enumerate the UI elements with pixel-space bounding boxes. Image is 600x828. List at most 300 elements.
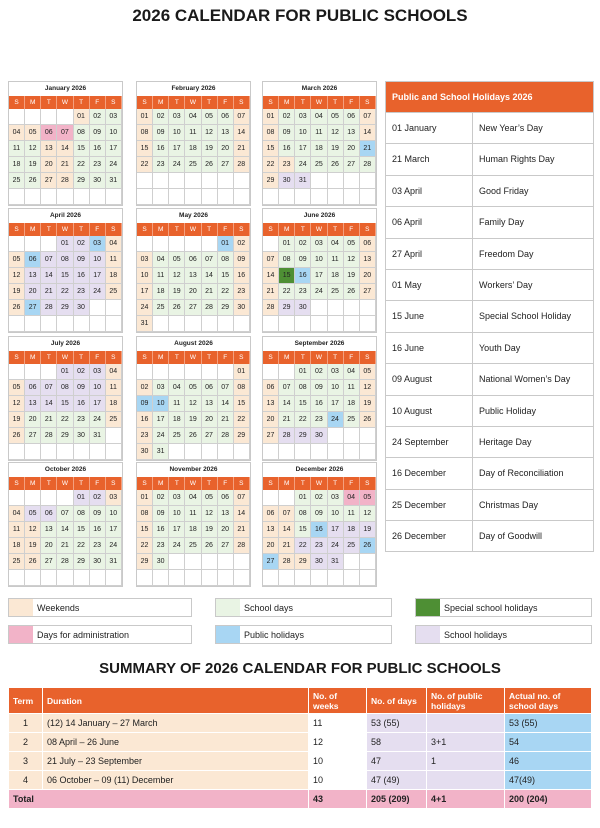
holiday-date: 01 May [386, 270, 473, 300]
empty-day-cell [234, 444, 250, 460]
day-cell: 29 [57, 300, 73, 316]
day-cell: 30 [311, 428, 327, 444]
day-cell: 04 [106, 236, 122, 252]
month-calendar [8, 336, 123, 461]
weekday-header: T [169, 96, 185, 109]
weekday-header: F [344, 351, 360, 364]
day-cell: 11 [185, 125, 201, 141]
empty-day-cell [41, 189, 57, 205]
holiday-row [386, 332, 593, 363]
day-cell: 26 [25, 173, 41, 189]
empty-day-cell [360, 316, 376, 332]
empty-day-cell [25, 109, 41, 125]
day-cell: 15 [218, 268, 234, 284]
day-cell: 08 [137, 506, 153, 522]
holiday-name: Freedom Day [479, 248, 534, 259]
day-cell: 28 [279, 554, 295, 570]
day-cell: 04 [185, 490, 201, 506]
empty-day-cell [295, 316, 311, 332]
month-title: February 2026 [171, 85, 216, 92]
empty-day-cell [263, 490, 279, 506]
day-cell: 06 [185, 252, 201, 268]
day-cell: 23 [153, 538, 169, 554]
day-cell: 17 [169, 141, 185, 157]
day-cell: 24 [169, 157, 185, 173]
empty-day-cell [279, 570, 295, 586]
day-cell: 21 [41, 284, 57, 300]
month-title: June 2026 [303, 212, 336, 219]
legend-item [8, 598, 192, 617]
weekday-header: S [234, 351, 250, 364]
day-cell: 12 [185, 396, 201, 412]
summary-table [8, 687, 592, 809]
month-calendar [262, 208, 377, 333]
day-cell: 08 [74, 506, 90, 522]
weekday-header: F [344, 96, 360, 109]
total-cell-days: 205 (209) [367, 790, 427, 809]
day-cell: 09 [234, 252, 250, 268]
day-cell: 14 [57, 522, 73, 538]
day-cell: 31 [90, 428, 106, 444]
weekday-header: T [202, 96, 218, 109]
empty-day-cell [153, 173, 169, 189]
day-cell: 01 [234, 364, 250, 380]
empty-day-cell [328, 300, 344, 316]
empty-day-cell [202, 316, 218, 332]
day-cell: 07 [41, 252, 57, 268]
day-cell: 15 [74, 141, 90, 157]
summary-total-row [9, 790, 592, 809]
day-cell: 31 [153, 444, 169, 460]
day-cell: 27 [25, 428, 41, 444]
summary-header-row [9, 688, 592, 714]
weekday-header: S [137, 351, 153, 364]
holiday-row [386, 457, 593, 488]
day-cell: 03 [295, 109, 311, 125]
day-cell: 03 [106, 490, 122, 506]
day-cell: 29 [218, 300, 234, 316]
day-cell: 17 [106, 141, 122, 157]
day-cell: 22 [137, 538, 153, 554]
day-cell: 20 [25, 412, 41, 428]
day-cell: 30 [90, 554, 106, 570]
day-cell: 08 [137, 125, 153, 141]
empty-day-cell [169, 316, 185, 332]
empty-day-cell [74, 570, 90, 586]
month-title: March 2026 [301, 85, 338, 92]
empty-day-cell [234, 189, 250, 205]
day-cell: 10 [153, 396, 169, 412]
holiday-row [386, 112, 593, 143]
day-cell: 15 [74, 522, 90, 538]
empty-day-cell [279, 490, 295, 506]
weekday-header: T [74, 477, 90, 490]
empty-day-cell [344, 316, 360, 332]
day-cell: 06 [25, 252, 41, 268]
legend-swatch [416, 599, 440, 616]
empty-day-cell [9, 490, 25, 506]
empty-day-cell [360, 428, 376, 444]
empty-day-cell [57, 109, 73, 125]
day-cell: 30 [234, 300, 250, 316]
day-cell: 14 [360, 125, 376, 141]
weekday-header: M [279, 351, 295, 364]
day-cell: 26 [344, 284, 360, 300]
weekday-header: W [57, 351, 73, 364]
day-cell: 05 [169, 252, 185, 268]
day-cell: 03 [169, 109, 185, 125]
day-cell: 05 [202, 109, 218, 125]
holiday-date: 16 June [386, 333, 473, 363]
day-cell: 03 [328, 364, 344, 380]
day-cell: 26 [202, 157, 218, 173]
summary-row [9, 733, 592, 752]
day-cell: 19 [344, 268, 360, 284]
empty-day-cell [263, 364, 279, 380]
empty-day-cell [360, 300, 376, 316]
empty-day-cell [311, 189, 327, 205]
holiday-date: 15 June [386, 301, 473, 331]
legend-label: School days [244, 602, 294, 613]
day-cell: 19 [202, 141, 218, 157]
day-cell: 28 [263, 300, 279, 316]
summary-title: SUMMARY OF 2026 CALENDAR FOR PUBLIC SCHOOLS [99, 660, 501, 677]
empty-day-cell [106, 428, 122, 444]
weekday-header: S [234, 223, 250, 236]
empty-day-cell [90, 300, 106, 316]
weekday-header: S [9, 96, 25, 109]
weekday-header: F [218, 477, 234, 490]
day-cell: 07 [279, 380, 295, 396]
empty-day-cell [344, 570, 360, 586]
weekday-header: T [202, 351, 218, 364]
legend-item [415, 598, 592, 617]
day-cell: 07 [41, 380, 57, 396]
empty-day-cell [328, 189, 344, 205]
day-cell: 22 [279, 284, 295, 300]
day-cell: 03 [328, 490, 344, 506]
day-cell: 09 [311, 506, 327, 522]
empty-day-cell [25, 316, 41, 332]
weekday-header: M [25, 223, 41, 236]
empty-day-cell [344, 189, 360, 205]
month-calendar [136, 462, 251, 587]
holiday-row [386, 520, 593, 551]
day-cell: 23 [295, 284, 311, 300]
empty-day-cell [234, 173, 250, 189]
empty-day-cell [74, 316, 90, 332]
day-cell: 09 [137, 396, 153, 412]
day-cell: 20 [202, 412, 218, 428]
day-cell: 18 [344, 522, 360, 538]
day-cell: 28 [234, 157, 250, 173]
day-cell: 18 [185, 141, 201, 157]
day-cell: 17 [311, 268, 327, 284]
summary-cell-public [427, 714, 505, 733]
legend-label: School holidays [444, 629, 508, 640]
day-cell: 18 [169, 412, 185, 428]
day-cell: 15 [57, 268, 73, 284]
summary-cell-duration: 08 April – 26 June [43, 733, 309, 752]
weekday-header: S [234, 96, 250, 109]
day-cell: 23 [90, 538, 106, 554]
month-calendar [8, 462, 123, 587]
day-cell: 06 [41, 125, 57, 141]
day-cell: 31 [106, 554, 122, 570]
empty-day-cell [41, 236, 57, 252]
day-cell: 04 [9, 506, 25, 522]
holiday-row [386, 238, 593, 269]
day-cell: 14 [41, 268, 57, 284]
day-cell: 06 [360, 236, 376, 252]
day-cell: 01 [295, 490, 311, 506]
legend-item [415, 625, 592, 644]
holiday-row [386, 175, 593, 206]
day-cell: 31 [295, 173, 311, 189]
day-cell: 10 [106, 506, 122, 522]
day-cell: 27 [360, 284, 376, 300]
day-cell: 27 [263, 554, 279, 570]
day-cell: 30 [311, 554, 327, 570]
holiday-date: 16 December [386, 458, 473, 488]
empty-day-cell [41, 109, 57, 125]
day-cell: 10 [106, 125, 122, 141]
day-cell: 02 [137, 380, 153, 396]
weekday-header: T [41, 351, 57, 364]
day-cell: 30 [90, 173, 106, 189]
day-cell: 20 [25, 284, 41, 300]
page-title: 2026 CALENDAR FOR PUBLIC SCHOOLS [132, 6, 468, 25]
day-cell: 29 [295, 428, 311, 444]
empty-day-cell [202, 189, 218, 205]
day-cell: 16 [295, 268, 311, 284]
day-cell: 16 [234, 268, 250, 284]
day-cell: 28 [41, 428, 57, 444]
day-cell: 26 [9, 428, 25, 444]
day-cell: 23 [74, 284, 90, 300]
empty-day-cell [9, 109, 25, 125]
day-cell: 22 [74, 157, 90, 173]
holiday-name: National Women’s Day [479, 374, 571, 385]
day-cell: 19 [360, 522, 376, 538]
day-cell: 01 [263, 109, 279, 125]
empty-day-cell [202, 570, 218, 586]
legend-label: Public holidays [244, 629, 305, 640]
day-cell: 16 [74, 268, 90, 284]
day-cell: 12 [9, 396, 25, 412]
empty-day-cell [25, 444, 41, 460]
day-cell: 27 [202, 428, 218, 444]
month-title: January 2026 [44, 85, 87, 92]
day-cell: 08 [218, 252, 234, 268]
day-cell: 23 [311, 412, 327, 428]
day-cell: 16 [279, 141, 295, 157]
day-cell: 10 [90, 380, 106, 396]
empty-day-cell [328, 428, 344, 444]
weekday-header: S [106, 223, 122, 236]
empty-day-cell [279, 189, 295, 205]
summary-cell-weeks: 12 [309, 733, 367, 752]
day-cell: 02 [279, 109, 295, 125]
weekday-header: W [185, 223, 201, 236]
day-cell: 08 [263, 125, 279, 141]
day-cell: 07 [263, 252, 279, 268]
day-cell: 28 [279, 428, 295, 444]
day-cell: 01 [137, 109, 153, 125]
empty-day-cell [185, 236, 201, 252]
day-cell: 05 [9, 252, 25, 268]
month-calendar [8, 81, 123, 206]
day-cell: 21 [41, 412, 57, 428]
day-cell: 06 [202, 380, 218, 396]
empty-day-cell [202, 554, 218, 570]
day-cell: 07 [279, 506, 295, 522]
empty-day-cell [185, 554, 201, 570]
day-cell: 29 [234, 428, 250, 444]
day-cell: 25 [9, 173, 25, 189]
summary-cell-weeks: 10 [309, 752, 367, 771]
day-cell: 13 [263, 522, 279, 538]
day-cell: 03 [311, 236, 327, 252]
holiday-name: Christmas Day [479, 499, 539, 510]
empty-day-cell [202, 364, 218, 380]
day-cell: 18 [311, 141, 327, 157]
day-cell: 09 [74, 252, 90, 268]
month-calendar [136, 81, 251, 206]
day-cell: 01 [295, 364, 311, 380]
day-cell: 23 [234, 284, 250, 300]
day-cell: 10 [90, 252, 106, 268]
day-cell: 04 [106, 364, 122, 380]
day-cell: 07 [57, 506, 73, 522]
summary-cell-duration: 06 October – 09 (11) December [43, 771, 309, 790]
empty-day-cell [9, 316, 25, 332]
day-cell: 16 [153, 522, 169, 538]
holiday-row [386, 426, 593, 457]
day-cell: 02 [74, 236, 90, 252]
weekday-header: T [295, 96, 311, 109]
weekday-header: M [279, 96, 295, 109]
day-cell: 09 [311, 380, 327, 396]
empty-day-cell [311, 570, 327, 586]
day-cell: 21 [263, 284, 279, 300]
day-cell: 16 [137, 412, 153, 428]
day-cell: 11 [169, 396, 185, 412]
empty-day-cell [185, 444, 201, 460]
weekday-header: F [218, 223, 234, 236]
empty-day-cell [57, 490, 73, 506]
day-cell: 27 [263, 428, 279, 444]
header-weeks: No. of weeks [309, 688, 367, 714]
day-cell: 29 [74, 173, 90, 189]
day-cell: 26 [9, 300, 25, 316]
day-cell: 07 [202, 252, 218, 268]
weekday-header: S [360, 477, 376, 490]
empty-day-cell [295, 570, 311, 586]
day-cell: 22 [234, 412, 250, 428]
empty-day-cell [185, 364, 201, 380]
day-cell: 18 [328, 268, 344, 284]
day-cell: 13 [41, 141, 57, 157]
day-cell: 15 [263, 141, 279, 157]
day-cell: 04 [311, 109, 327, 125]
weekday-header: S [360, 96, 376, 109]
day-cell: 06 [41, 506, 57, 522]
day-cell: 09 [90, 125, 106, 141]
holiday-date: 27 April [386, 239, 473, 269]
day-cell: 11 [344, 506, 360, 522]
empty-day-cell [106, 316, 122, 332]
weekday-header: M [153, 223, 169, 236]
day-cell: 05 [328, 109, 344, 125]
empty-day-cell [234, 316, 250, 332]
weekday-header: T [328, 477, 344, 490]
month-title: December 2026 [295, 466, 344, 473]
weekday-header: S [137, 477, 153, 490]
summary-cell-actual: 53 (55) [505, 714, 592, 733]
day-cell: 27 [41, 554, 57, 570]
day-cell: 24 [295, 157, 311, 173]
day-cell: 19 [25, 538, 41, 554]
empty-day-cell [9, 189, 25, 205]
day-cell: 02 [234, 236, 250, 252]
day-cell: 05 [25, 125, 41, 141]
day-cell: 13 [263, 396, 279, 412]
weekday-header: F [90, 351, 106, 364]
legend-item [8, 625, 192, 644]
day-cell: 10 [137, 268, 153, 284]
day-cell: 04 [328, 236, 344, 252]
day-cell: 15 [137, 141, 153, 157]
day-cell: 07 [234, 490, 250, 506]
holiday-date: 25 December [386, 490, 473, 520]
day-cell: 03 [90, 364, 106, 380]
weekday-header: T [295, 351, 311, 364]
day-cell: 13 [218, 125, 234, 141]
day-cell: 20 [41, 538, 57, 554]
day-cell: 21 [202, 284, 218, 300]
day-cell: 20 [185, 284, 201, 300]
empty-day-cell [185, 316, 201, 332]
empty-day-cell [234, 570, 250, 586]
empty-day-cell [25, 570, 41, 586]
empty-day-cell [25, 189, 41, 205]
empty-day-cell [169, 173, 185, 189]
total-cell-label: Total [9, 790, 309, 809]
month-title: August 2026 [174, 340, 213, 347]
day-cell: 31 [106, 173, 122, 189]
day-cell: 10 [311, 252, 327, 268]
summary-cell-duration: 21 July – 23 September [43, 752, 309, 771]
weekday-header: T [202, 477, 218, 490]
weekday-header: T [169, 351, 185, 364]
empty-day-cell [263, 444, 279, 460]
summary-cell-term: 2 [9, 733, 43, 752]
day-cell: 26 [202, 538, 218, 554]
day-cell: 02 [295, 236, 311, 252]
day-cell: 24 [90, 412, 106, 428]
weekday-header: T [41, 223, 57, 236]
month-title: October 2026 [44, 466, 87, 473]
day-cell: 14 [263, 268, 279, 284]
day-cell: 30 [74, 428, 90, 444]
day-cell: 14 [41, 396, 57, 412]
day-cell: 02 [74, 364, 90, 380]
empty-day-cell [185, 189, 201, 205]
day-cell: 03 [169, 490, 185, 506]
day-cell: 16 [74, 396, 90, 412]
weekday-header: W [57, 223, 73, 236]
